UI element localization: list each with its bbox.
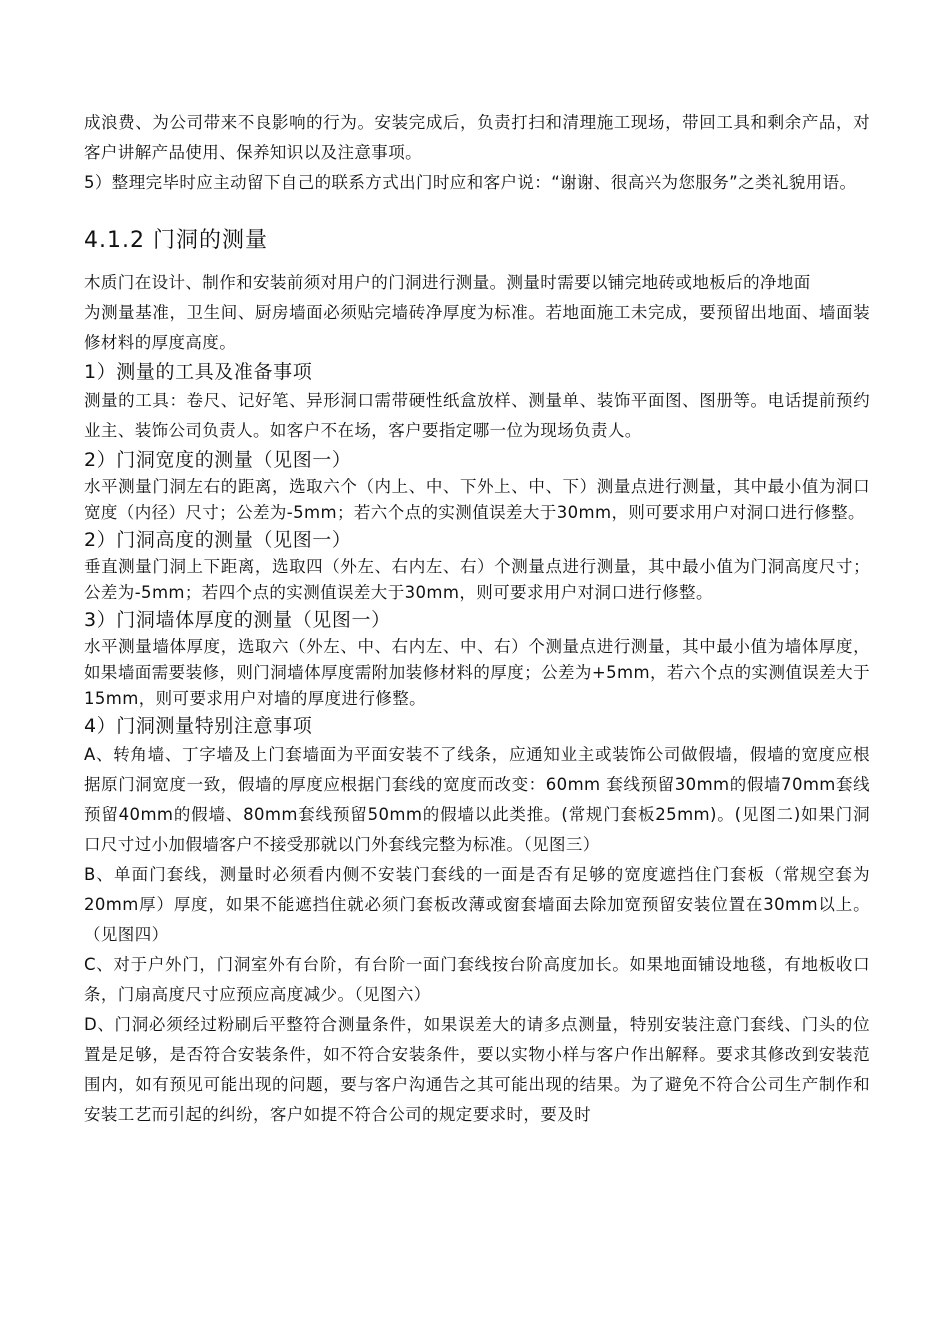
- intro-paragraph-1: 成浪费、为公司带来不良影响的行为。安装完成后，负责打扫和清理施工现场，带回工具和剩余产品，对客户讲解产品使用、保养知识以及注意事项。: [84, 113, 870, 162]
- item-heading-notes: 4）门洞测量特别注意事项: [84, 715, 313, 737]
- note-b: B、单面门套线，测量时必须看内侧不安装门套线的一面是否有足够的宽度遮挡住门套板（常规空套为20mm厚）厚度，如果不能遮挡住就必须门套板改薄或窗套墙面去除加宽预留安装位置在30mm以上。（见图四）: [84, 865, 870, 944]
- item-text-thickness: 水平测量墙体厚度，选取六（外左、中、右内左、中、右）个测量点进行测量，其中最小值为墙体厚度，如果墙面需要装修，则门洞墙体厚度需附加装修材料的厚度；公差为+5mm，若六个点的实测值误差大于15mm，则可要求用户对墙的厚度进行修整。: [84, 637, 870, 708]
- item-text-tools: 测量的工具：卷尺、记好笔、异形洞口需带硬性纸盒放样、测量单、装饰平面图、图册等。电话提前预约业主、装饰公司负责人。如客户不在场，客户要指定哪一位为现场负责人。: [84, 391, 870, 440]
- item-heading-width: 2）门洞宽度的测量（见图一）: [84, 449, 352, 471]
- section-paragraph-1: 木质门在设计、制作和安装前须对用户的门洞进行测量。测量时需要以铺完地砖或地板后的净地面: [84, 273, 811, 292]
- item-text-height: 垂直测量门洞上下距离，选取四（外左、右内左、右）个测量点进行测量，其中最小值为门洞高度尺寸；公差为-5mm；若四个点的实测值误差大于30mm，则可要求用户对洞口进行修整。: [84, 557, 870, 602]
- note-d: D、门洞必须经过粉刷后平整符合测量条件，如果误差大的请多点测量，特别安装注意门套线、门头的位置是足够，是否符合安装条件，如不符合安装条件，要以实物小样与客户作出解释。要求其修改到安装范围内，如有预见可能出现的问题，要与客户沟通告之其可能出现的结果。为了避免不符合公司生产制作和安装工艺而引起的纠纷，客户如提不符合公司的规定要求时，要及时: [84, 1015, 870, 1124]
- item-text-width: 水平测量门洞左右的距离，选取六个（内上、中、下外上、中、下）测量点进行测量，其中最小值为洞口宽度（内径）尺寸；公差为-5mm；若六个点的实测值误差大于30mm，则可要求用户对洞口进行修整。: [84, 477, 870, 522]
- section-title: 4.1.2 门洞的测量: [84, 228, 268, 253]
- item-heading-height: 2）门洞高度的测量（见图一）: [84, 529, 352, 551]
- item-heading-thickness: 3）门洞墙体厚度的测量（见图一）: [84, 609, 391, 631]
- item-heading-tools: 1）测量的工具及准备事项: [84, 361, 313, 383]
- intro-paragraph-2: 5）整理完毕时应主动留下自己的联系方式出门时应和客户说：“谢谢、很高兴为您服务”之类礼貌用语。: [84, 173, 857, 192]
- document-page: [84, 108, 870, 1130]
- note-a: A、转角墙、丁字墙及上门套墙面为平面安装不了线条，应通知业主或装饰公司做假墙，假墙的宽度应根据原门洞宽度一致，假墙的厚度应根据门套线的宽度而改变：60mm 套线预留30mm的假墙70mm套线预留40mm的假墙、80mm套线预留50mm的假墙以此类推。(常规门套板25mm)。(见图二)如果门洞口尺寸过小加假墙客户不接受那就以门外套线完整为标准。（见图三）: [84, 745, 870, 854]
- section-paragraph-2: 为测量基准，卫生间、厨房墙面必须贴完墙砖净厚度为标准。若地面施工未完成，要预留出地面、墙面装修材料的厚度高度。: [84, 303, 870, 352]
- note-c: C、对于户外门，门洞室外有台阶，有台阶一面门套线按台阶高度加长。如果地面铺设地毯，有地板收口条，门扇高度尺寸应预应高度减少。（见图六）: [84, 955, 870, 1004]
